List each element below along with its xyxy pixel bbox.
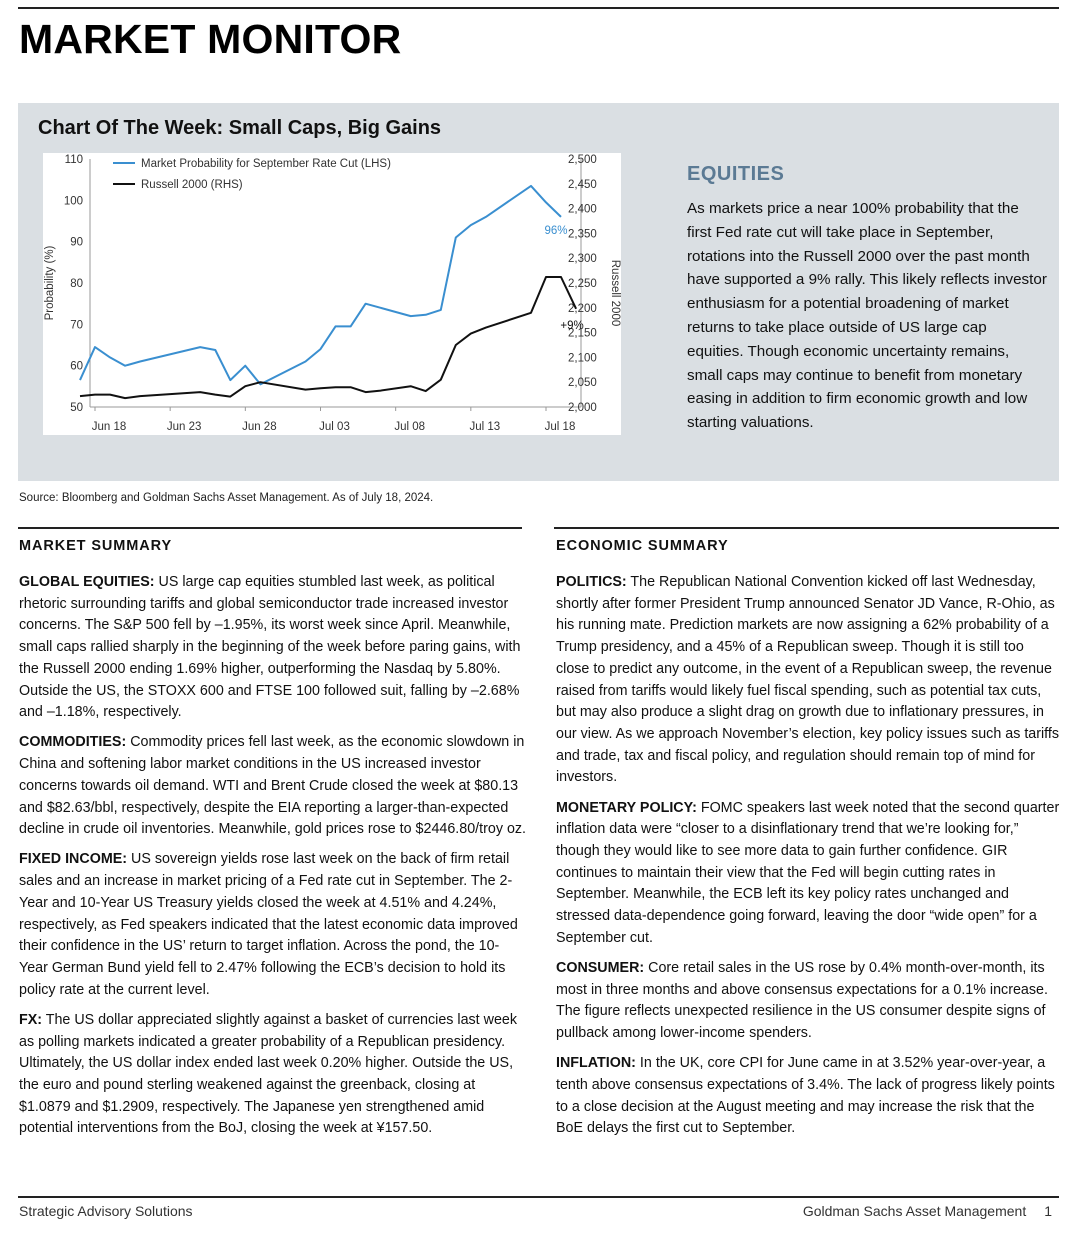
market_summary-paragraph-text: US large cap equities stumbled last week, as political rhetoric surrounding tariffs and global semiconductor trade increased investor concerns. The S&P 500 fell by –1.95%, its worst week since April. Meanwhile, small caps rallied sharply in the beginning of the week before paring gains, with the Russell 2000 ending 1.69% higher, outperforming the Nasdaq by 5.80%. Outside the US, the STOXX 600 and FTSE 100 followed suit, falling by –2.68% and –1.18%, respectively. — [19, 574, 521, 721]
x-tick-label: Jun 23 — [166, 421, 202, 433]
source-note: Source: Bloomberg and Goldman Sachs Asset Management. As of July 18, 2024. — [19, 492, 434, 504]
market_summary-paragraph — [19, 1010, 527, 1140]
economic_summary-paragraph — [556, 1053, 1060, 1140]
y-right-axis-title: Russell 2000 — [609, 259, 621, 327]
y-right-tick-label: 2,250 — [568, 278, 597, 290]
market_summary-paragraph — [19, 732, 527, 841]
x-tick-label: Jul 18 — [544, 421, 576, 433]
x-tick-label: Jun 28 — [242, 421, 277, 433]
market-summary-heading: MARKET SUMMARY — [19, 538, 173, 554]
y-right-tick-label: 2,450 — [568, 178, 597, 191]
y-right-tick-label: 2,000 — [568, 402, 597, 414]
market_summary-paragraph-lead: GLOBAL EQUITIES: — [19, 574, 155, 590]
y-right-tick-label: 2,500 — [568, 154, 597, 166]
bottom-rule — [18, 1196, 1059, 1198]
economic_summary-paragraph — [556, 958, 1060, 1045]
chart-svg — [43, 153, 621, 435]
page-number: 1 — [1044, 1203, 1052, 1219]
y-left-tick-label: 110 — [64, 154, 83, 166]
y-left-tick-label: 80 — [70, 278, 83, 290]
legend-label: Russell 2000 (RHS) — [141, 179, 243, 191]
market_summary-paragraph — [19, 849, 527, 1001]
footer-brand: Goldman Sachs Asset Management — [802, 1203, 1027, 1219]
market_summary-paragraph-text: Commodity prices fell last week, as the economic slowdown in China and softening labor market conditions in the US increased investor concerns towards oil demand. WTI and Brent Crude closed the week at $80.13 and $82.63/bbl, respectively, despite the EIA reporting a larger-than-expected decline in crude oil inventories. Meanwhile, gold prices rose to $2446.80/troy oz. — [19, 734, 527, 838]
economic-summary-column — [556, 572, 1060, 1149]
y-right-tick-label: 2,400 — [568, 203, 597, 216]
footer-left: Strategic Advisory Solutions — [19, 1203, 193, 1219]
x-tick-label: Jul 03 — [319, 421, 350, 433]
y-left-axis-title: Probability (%) — [44, 245, 56, 321]
probability-end-label: 96% — [544, 224, 568, 237]
x-tick-label: Jul 13 — [469, 421, 501, 433]
economic_summary-paragraph-text: Core retail sales in the US rose by 0.4% month-over-month, its most in three months and above consensus expectations for a 0.1% increase. The figure reflects unexpected resilience in the US consumer despite signs of pullback among lower-income spenders. — [556, 959, 1048, 1042]
y-right-tick-label: 2,350 — [568, 228, 597, 241]
economic_summary-paragraph — [556, 572, 1060, 789]
y-right-tick-label: 2,100 — [568, 352, 597, 365]
market_summary-paragraph — [19, 572, 527, 724]
legend-label: Market Probability for September Rate Cut (LHS) — [141, 158, 391, 170]
russell-end-label: +9% — [560, 319, 584, 332]
page-title: MARKET MONITOR — [19, 16, 402, 62]
economic-summary-rule — [554, 527, 1059, 529]
market-summary-rule — [18, 527, 522, 529]
equities-text: As markets price a near 100% probability that the first Fed rate cut will take place in September, rotations into the Russell 2000 over the past month have supported a 9% rally. This likely reflects investor enthusiasm for a potential broadening of market returns to take place outside of US large cap equities. Though economic uncertainty remains, small caps may continue to benefit from monetary easing in addition to firm economic growth and low starting valuations. — [687, 200, 1047, 432]
y-right-tick-label: 2,050 — [568, 377, 597, 390]
economic_summary-paragraph-lead: INFLATION: — [556, 1055, 636, 1072]
top-rule — [18, 7, 1059, 9]
market_summary-paragraph-lead: COMMODITIES: — [19, 734, 127, 751]
series-line-probability — [80, 186, 561, 384]
x-tick-label: Jul 08 — [394, 421, 426, 433]
economic_summary-paragraph-lead: POLITICS: — [556, 574, 627, 590]
y-left-tick-label: 100 — [63, 195, 83, 208]
economic-summary-heading: ECONOMIC SUMMARY — [556, 538, 729, 554]
economic_summary-paragraph-text: The Republican National Convention kicked off last Wednesday, shortly after former President Trump announced Senator JD Vance, R-Ohio, as his running mate. Prediction markets are now assigning a 62% probability of a Trump presidency, and a 45% of a Republican sweep. Though it is still too close to predict any outcome, in the event of a Republican sweep, the revenue raised from tariffs would likely fuel fiscal spending, such as potential tax cuts, but may also produce a slight drag on growth due to inflationary pressures, in our view. As we approach November’s election, key policy issues such as tariffs and trade, tax and fiscal policy, and regulation should remain top of mind for investors. — [556, 574, 1060, 786]
equities-heading: EQUITIES — [687, 163, 785, 185]
y-right-tick-label: 2,150 — [568, 327, 597, 340]
economic_summary-paragraph-lead: MONETARY POLICY: — [556, 799, 697, 816]
chart-heading: Chart Of The Week: Small Caps, Big Gains — [38, 117, 442, 139]
chart-panel — [18, 103, 1059, 481]
chart-box — [43, 153, 621, 435]
market_summary-paragraph-text: The US dollar appreciated slightly against a basket of currencies last week as polling markets indicated a greater probability of a Republican presidency. Ultimately, the US dollar index ended last week 0.20% higher. Outside the US, the euro and pound sterling weakened against the greenback, closing at $1.0879 and $1.2909, respectively. The Japanese yen strengthened amid potential interventions from the BoJ, closing the week at ¥157.50. — [19, 1011, 517, 1137]
y-left-tick-label: 60 — [70, 360, 83, 373]
market_summary-paragraph-lead: FIXED INCOME: — [19, 851, 128, 868]
y-right-tick-label: 2,300 — [568, 253, 597, 266]
economic_summary-paragraph-text: In the UK, core CPI for June came in at 3.52% year-over-year, a tenth above consensus expectations of 3.4%. The lack of progress likely points to a close decision at the August meeting and may increase the risk that the BoE delays the first cut to September. — [556, 1055, 1055, 1137]
y-left-tick-label: 70 — [70, 319, 83, 332]
market-summary-column — [19, 572, 527, 1149]
economic_summary-paragraph-lead: CONSUMER: — [556, 959, 645, 976]
y-right-tick-label: 2,200 — [568, 302, 597, 315]
y-left-tick-label: 50 — [70, 402, 83, 414]
footer-right — [803, 1203, 1052, 1219]
x-tick-label: Jun 18 — [91, 421, 127, 433]
economic_summary-paragraph — [556, 798, 1060, 950]
economic_summary-paragraph-text: FOMC speakers last week noted that the second quarter inflation data were “closer to a disinflationary trend that we’re looking for,” though they would like to see more data to gain further confidence. GIR continues to maintain their view that the Fed will begin cutting rates in September. Meanwhile, the ECB left its key policy rates unchanged and stressed data-dependence going forward, leaving the door “wide open” for a September cut. — [556, 799, 1060, 946]
market_summary-paragraph-text: US sovereign yields rose last week on the back of firm retail sales and an increase in market pricing of a Fed rate cut in September. The 2-Year and 10-Year US Treasury yields closed the week at 4.51% and 4.24%, respectively, as Fed speakers indicated that the latest economic data improved their confidence in the US’ return to target inflation. Across the pond, the 10-Year German Bund yield fell to 2.47% following the ECB’s decision to hold its policy rate at the current level. — [19, 851, 518, 998]
y-left-tick-label: 90 — [70, 236, 83, 249]
market_summary-paragraph-lead: FX: — [19, 1011, 43, 1028]
